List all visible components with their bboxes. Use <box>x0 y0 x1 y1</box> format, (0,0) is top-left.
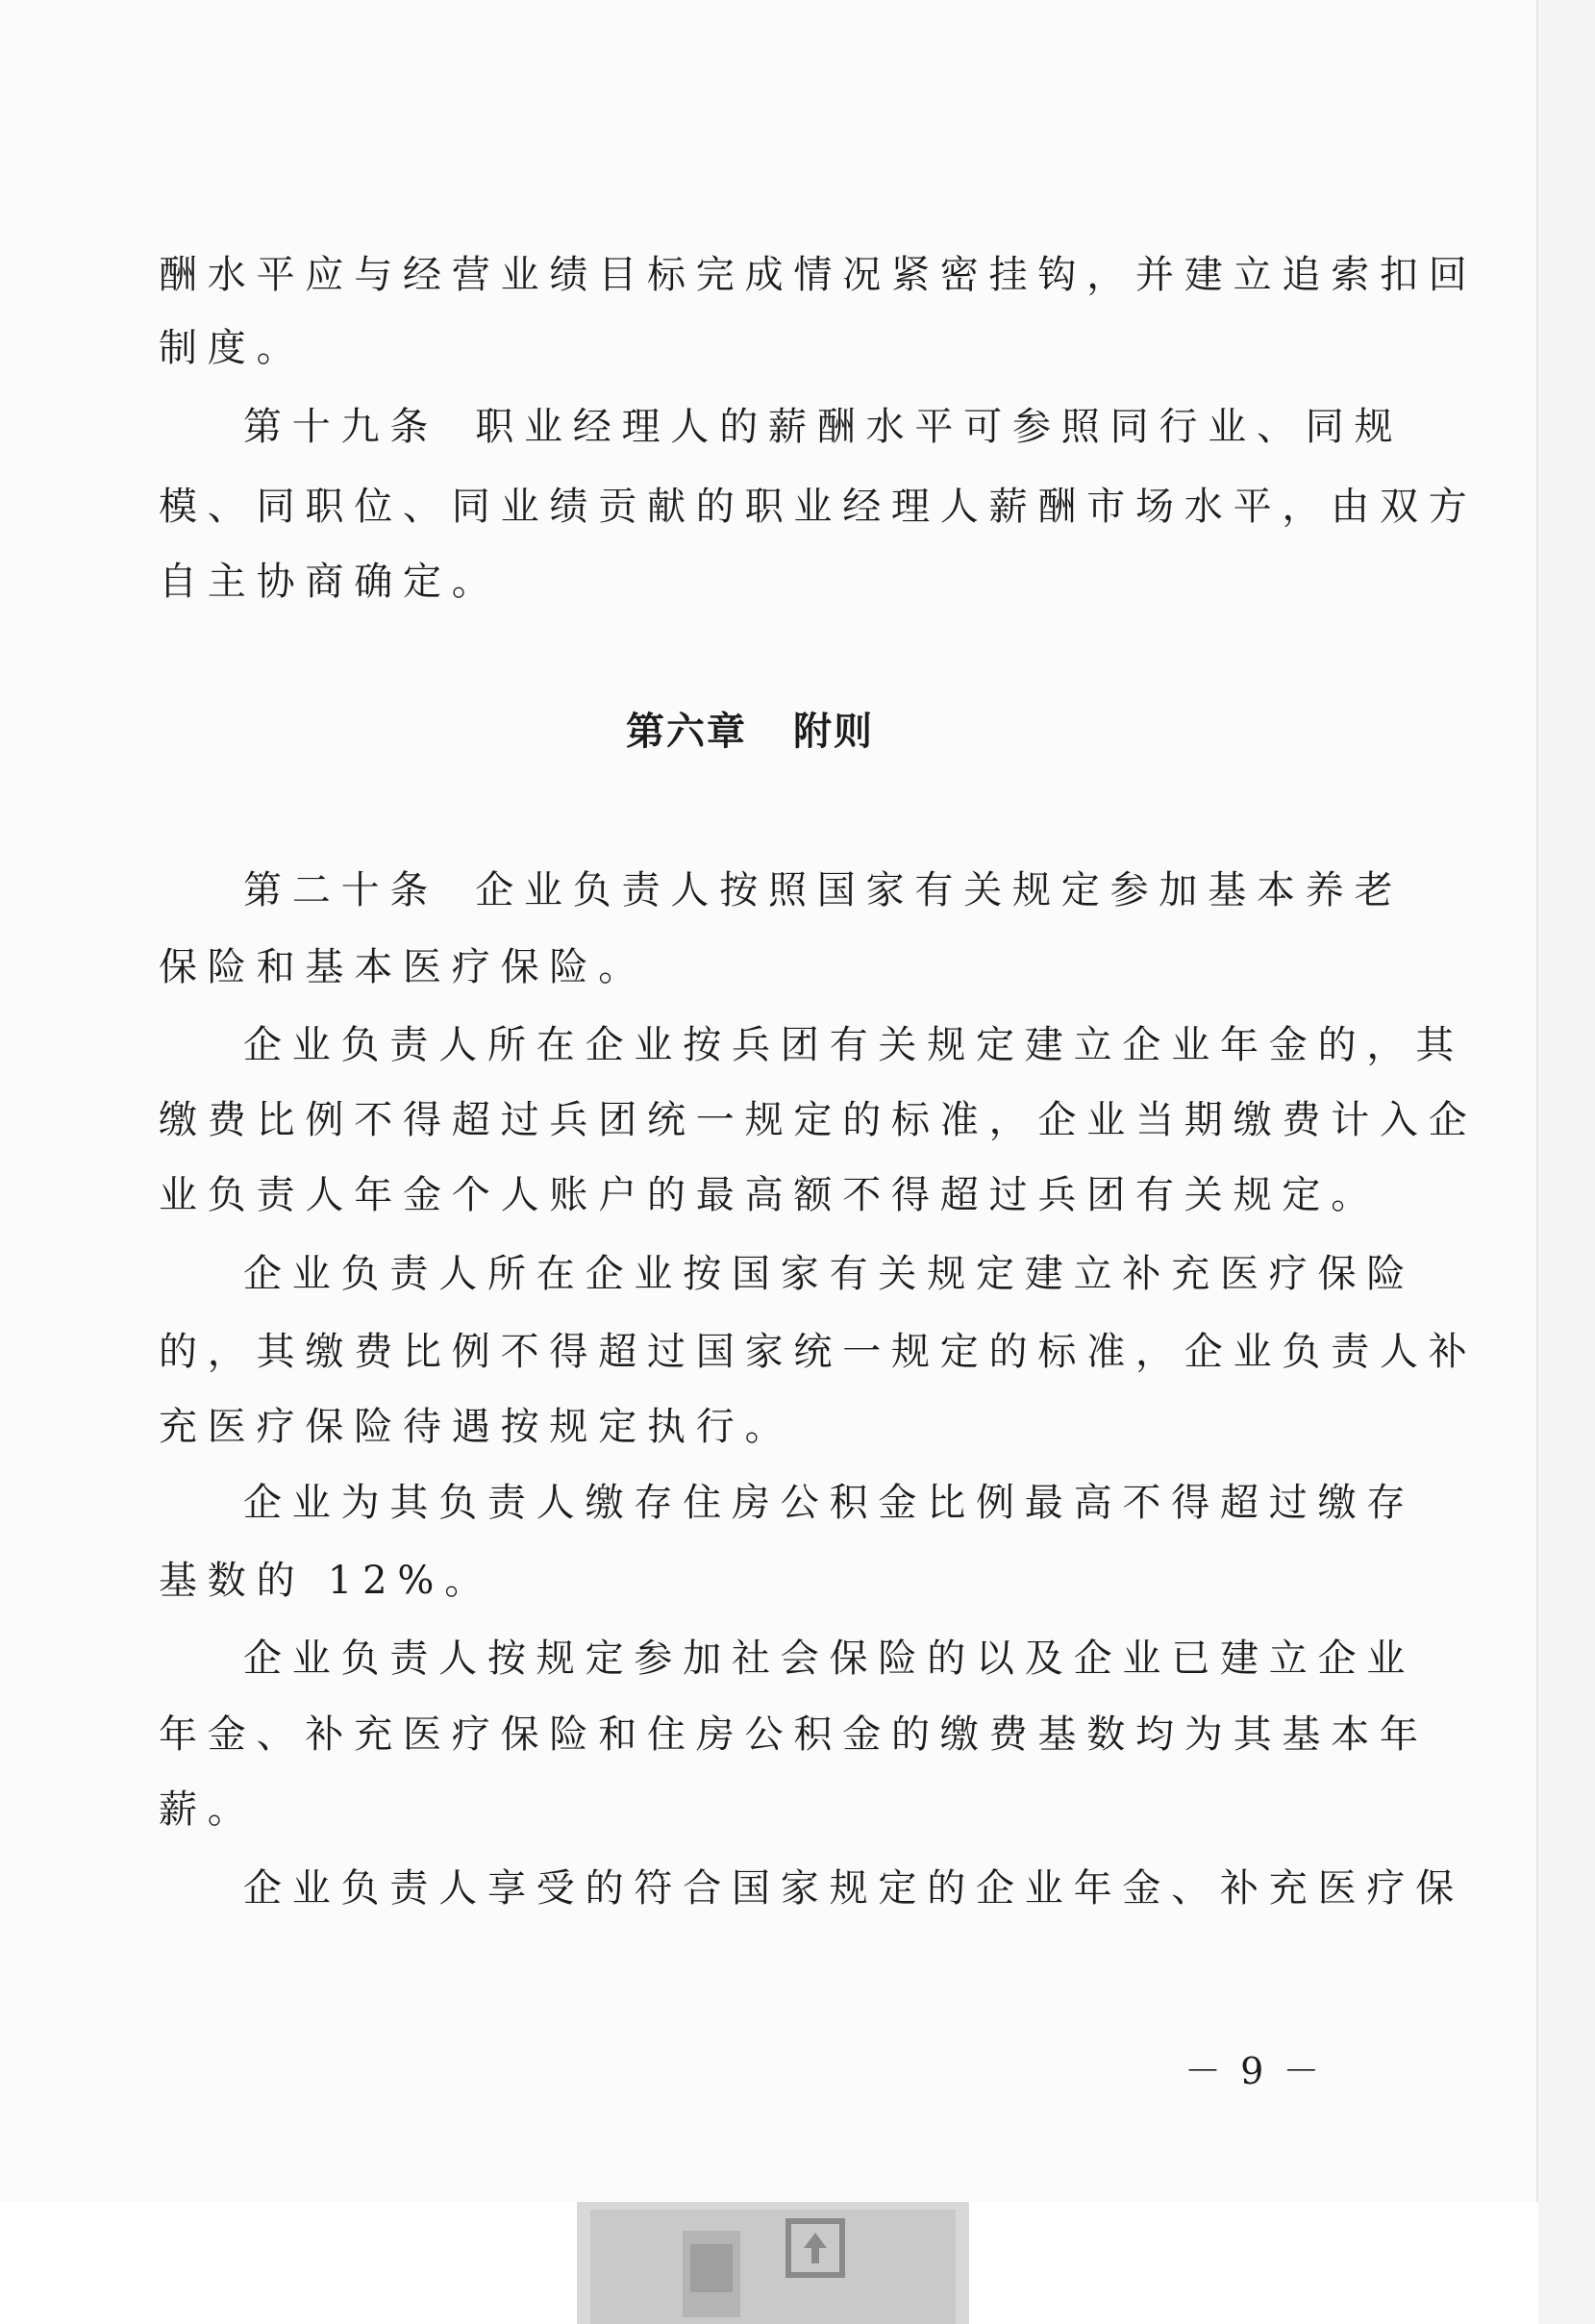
chapter-number: 第六章 <box>626 710 747 754</box>
article-number: 第二十条 <box>243 868 439 912</box>
text-line: 职业经理人的薪酬水平可参照同行业、同规 <box>475 405 1404 449</box>
text-line: 企业负责人按规定参加社会保险的以及企业已建立企业 <box>243 1637 1416 1681</box>
article-20-paragraph <box>243 865 1403 915</box>
text-line: 模、同职位、同业绩贡献的职业经理人薪酬市场水平，由双方 <box>159 485 1478 529</box>
text-line: 自主协商确定。 <box>159 560 501 604</box>
article-19-paragraph <box>243 402 1403 452</box>
scanner-artifact <box>577 2202 969 2324</box>
page-number: － 9 － <box>1184 2050 1324 2092</box>
text-line: 酬水平应与经营业绩目标完成情况紧密挂钩，并建立追索扣回 <box>159 253 1478 297</box>
article-number: 第十九条 <box>243 405 439 449</box>
text-line: 薪。 <box>159 1787 257 1832</box>
text-line: 企业负责人按照国家有关规定参加基本养老 <box>475 868 1404 912</box>
text-line: 基数的 12%。 <box>159 1559 494 1603</box>
text-line: 年金、补充医疗保险和住房公积金的缴费基数均为其基本年 <box>159 1712 1429 1757</box>
text-line: 企业负责人所在企业按国家有关规定建立补充医疗保险 <box>243 1252 1416 1296</box>
text-line: 充医疗保险待遇按规定执行。 <box>159 1405 794 1449</box>
text-line: 缴费比例不得超过兵团统一规定的标准，企业当期缴费计入企 <box>159 1098 1478 1142</box>
text-line: 的，其缴费比例不得超过国家统一规定的标准，企业负责人补 <box>159 1330 1478 1374</box>
text-line: 企业负责人所在企业按兵团有关规定建立企业年金的，其 <box>243 1023 1464 1067</box>
chapter-heading <box>0 707 1500 757</box>
scan-edge <box>1536 0 1595 2324</box>
text-line: 企业负责人享受的符合国家规定的企业年金、补充医疗保 <box>243 1866 1464 1911</box>
scanner-artifact-icon <box>673 2212 865 2317</box>
chapter-title: 附则 <box>793 710 874 754</box>
text-line: 保险和基本医疗保险。 <box>159 945 647 989</box>
text-line: 制度。 <box>159 326 306 370</box>
text-line: 业负责人年金个人账户的最高额不得超过兵团有关规定。 <box>159 1173 1380 1217</box>
text-line: 企业为其负责人缴存住房公积金比例最高不得超过缴存 <box>243 1481 1416 1525</box>
